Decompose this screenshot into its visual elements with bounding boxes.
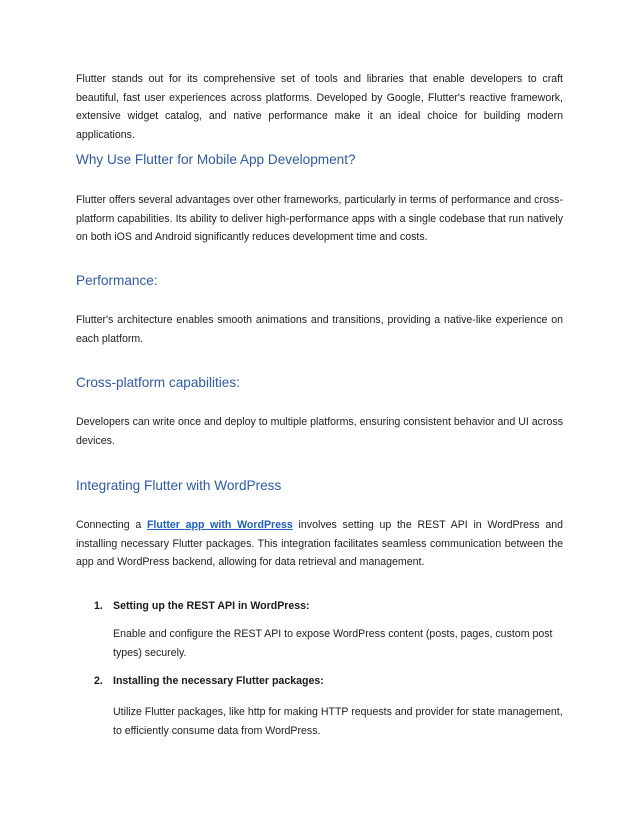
list-item-body: Enable and configure the REST API to expose WordPress content (posts, pages, custom post types) securely. xyxy=(113,628,553,659)
heading-cross-platform: Cross-platform capabilities: xyxy=(76,375,240,390)
list-item-title: Setting up the REST API in WordPress: xyxy=(113,600,310,612)
list-item-number: 1. xyxy=(94,600,103,612)
intro-paragraph: Flutter stands out for its comprehensive set of tools and libraries that enable developers to craft beautiful, fast user experiences across platforms. Developed by Google, Flutter's reactive framework, extensive widget catalog, and native performance make it an ideal choice for building modern applications. xyxy=(76,73,563,141)
cross-platform-paragraph: Developers can write once and deploy to multiple platforms, ensuring consistent behavior and UI across devices. xyxy=(76,416,563,447)
integrating-text-before: Connecting a xyxy=(76,519,147,531)
integrating-paragraph xyxy=(76,516,563,572)
why-use-flutter-paragraph: Flutter offers several advantages over other frameworks, particularly in terms of performance and cross-platform capabilities. Its ability to deliver high-performance apps with a single codebase that run natively on both iOS and Android significantly reduces development time and costs. xyxy=(76,194,563,243)
flutter-app-with-wordpress-link[interactable]: Flutter app with WordPress xyxy=(146,519,293,531)
list-item-number: 2. xyxy=(94,675,103,687)
heading-why-use-flutter: Why Use Flutter for Mobile App Development? xyxy=(76,152,356,167)
list-item-title: Installing the necessary Flutter packages: xyxy=(113,675,324,687)
performance-paragraph: Flutter's architecture enables smooth animations and transitions, providing a native-like experience on each platform. xyxy=(76,314,563,345)
heading-integrating-flutter: Integrating Flutter with WordPress xyxy=(76,478,282,493)
heading-performance: Performance: xyxy=(76,273,158,288)
list-item-body: Utilize Flutter packages, like http for making HTTP requests and provider for state management, to efficiently consume data from WordPress. xyxy=(113,706,563,737)
integrating-text-after: involves setting up the REST API in WordPress and installing necessary Flutter packages. This integration facilitates seamless communication between the app and WordPress backend, allowing for data retrieval and management. xyxy=(76,519,564,568)
